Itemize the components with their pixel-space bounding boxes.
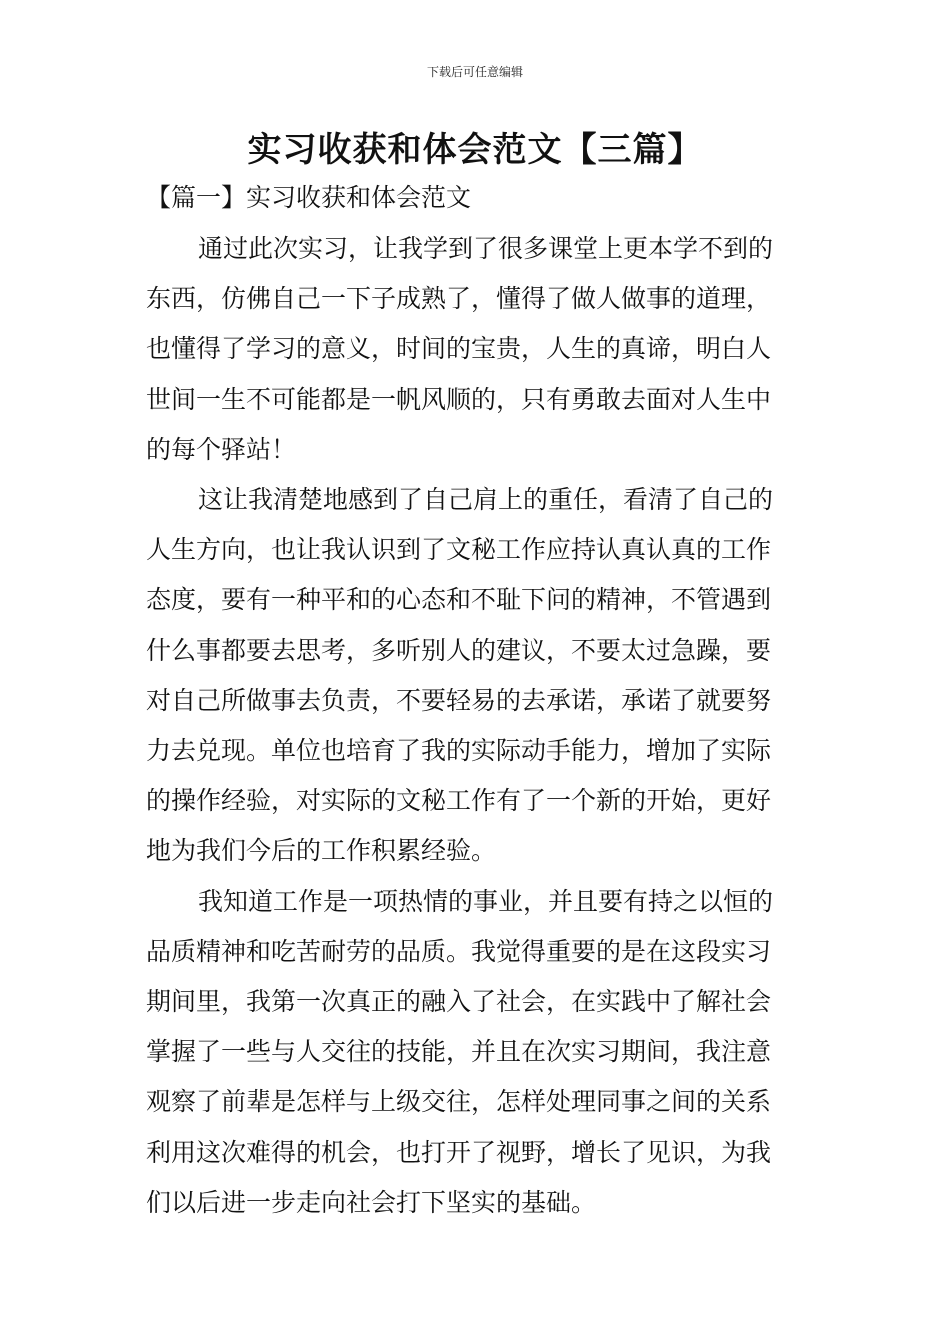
section-heading: 【篇一】实习收获和体会范文 <box>146 183 472 212</box>
paragraph-line: 也懂得了学习的意义，时间的宝贵，人生的真谛，明白人 <box>146 334 772 364</box>
paragraph-2 <box>146 475 806 877</box>
paragraph-line: 世间一生不可能都是一帆风顺的，只有勇敢去面对人生中 <box>146 384 772 414</box>
paragraph-line: 东西，仿佛自己一下子成熟了，懂得了做人做事的道理， <box>146 284 772 314</box>
paragraph-line: 人生方向，也让我认识到了文秘工作应持认真认真的工作 <box>146 535 772 565</box>
paragraph-line: 的操作经验，对实际的文秘工作有了一个新的开始，更好 <box>146 786 772 816</box>
paragraph-3 <box>146 877 806 1228</box>
paragraph-line: 对自己所做事去负责，不要轻易的去承诺，承诺了就要努 <box>146 685 772 715</box>
paragraph-line: 力去兑现。单位也培育了我的实际动手能力，增加了实际 <box>146 736 772 766</box>
document-title: 实习收获和体会范文【三篇】 <box>247 130 703 170</box>
paragraph-line: 什么事都要去思考，多听别人的建议，不要太过急躁，要 <box>146 635 772 665</box>
body-text <box>146 224 806 1228</box>
paragraph-line: 观察了前辈是怎样与上级交往，怎样处理同事之间的关系 <box>146 1087 772 1117</box>
paragraph-line: 这让我清楚地感到了自己肩上的重任，看清了自己的 <box>198 485 774 515</box>
paragraph-line: 们以后进一步走向社会打下坚实的基础。 <box>146 1187 597 1217</box>
paragraph-line: 期间里，我第一次真正的融入了社会，在实践中了解社会 <box>146 987 772 1017</box>
paragraph-line: 品质精神和吃苦耐劳的品质。我觉得重要的是在这段实习 <box>146 936 772 966</box>
paragraph-line: 地为我们今后的工作积累经验。 <box>146 836 497 866</box>
paragraph-1 <box>146 224 806 475</box>
paragraph-line: 的每个驿站！ <box>146 434 297 464</box>
paragraph-line: 掌握了一些与人交往的技能，并且在次实习期间，我注意 <box>146 1037 772 1067</box>
paragraph-line: 态度，要有一种平和的心态和不耻下问的精神，不管遇到 <box>146 585 772 615</box>
header-note: 下载后可任意编辑 <box>426 65 523 79</box>
paragraph-line: 利用这次难得的机会，也打开了视野，增长了见识，为我 <box>146 1137 772 1167</box>
paragraph-line: 通过此次实习，让我学到了很多课堂上更本学不到的 <box>198 234 774 263</box>
paragraph-line: 我知道工作是一项热情的事业，并且要有持之以恒的 <box>198 886 774 916</box>
